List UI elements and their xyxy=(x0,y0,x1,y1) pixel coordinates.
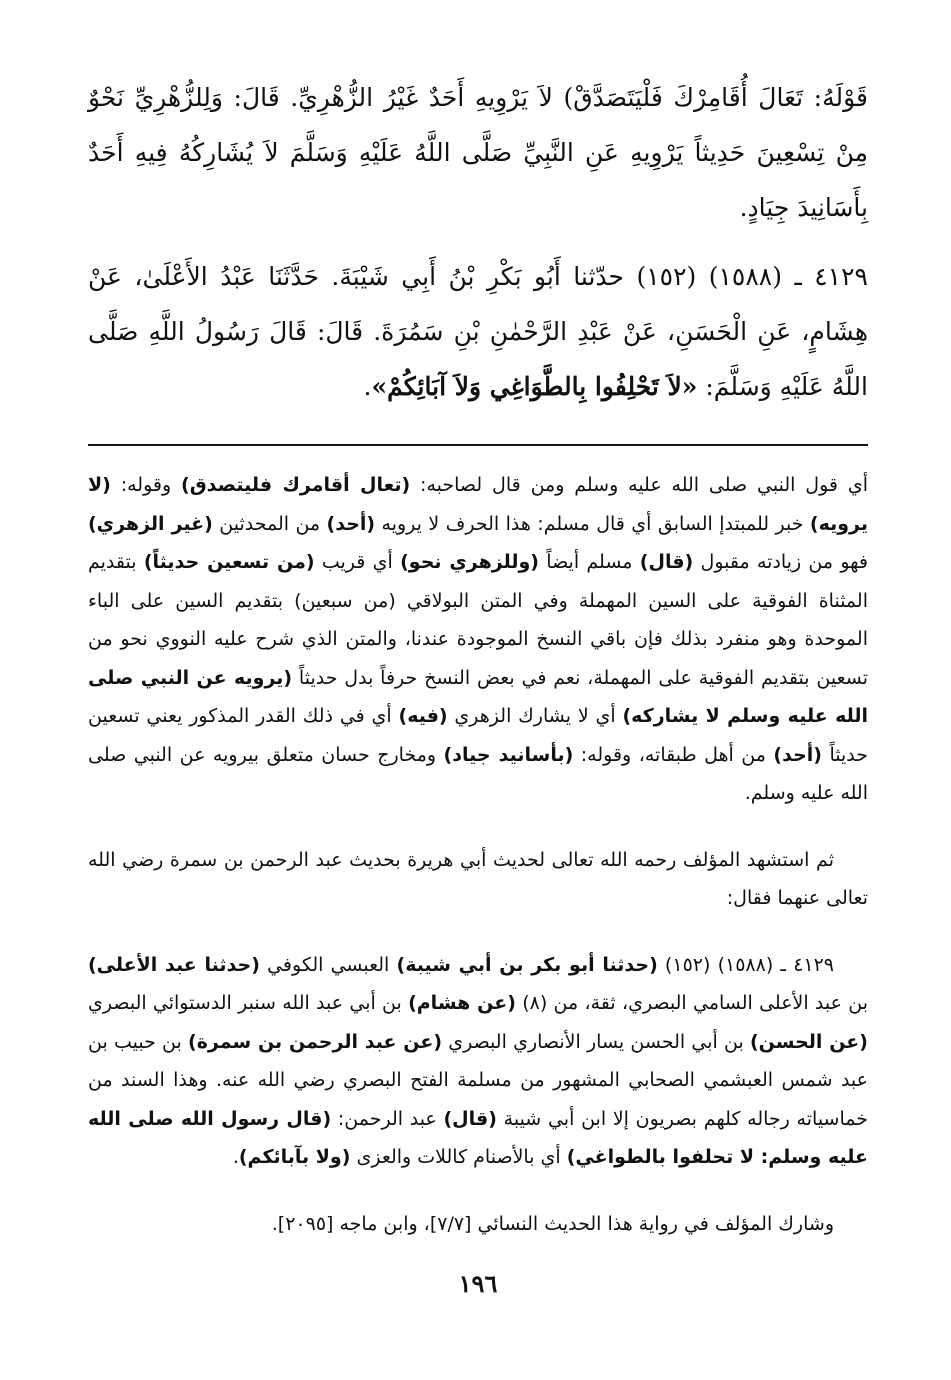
commentary-bold-text: (قال رسول الله صلى الله عليه وسلم: لا تحلفوا بالطواغي) xyxy=(88,1107,868,1168)
commentary-text: ٤١٢٩ ـ (١٥٨٨) (١٥٢) xyxy=(657,953,835,976)
commentary-paragraph-2 xyxy=(88,841,868,918)
commentary-text: أي قول النبي صلى الله عليه وسلم ومن قال لصاحبه: xyxy=(410,474,868,496)
commentary-text: أي بالأصنام كاللات والعزى xyxy=(350,1146,567,1168)
commentary-text: بن عبد الأعلى السامي البصري، ثقة، من (٨) xyxy=(515,992,868,1014)
page-number: ١٩٦ xyxy=(458,1269,498,1298)
commentary-bold-text: (تعال أقامرك فليتصدق) xyxy=(181,474,411,496)
commentary-bold-text: (حدثنا أبو بكر بن أبي شيبة) xyxy=(396,953,658,976)
commentary-text: بن حبيب بن عبد شمس العبشمي الصحابي المشهور من مسلمة الفتح البصري رضي الله عنه. وهذا السند من خماسياته رجاله كلهم بصريون إلا ابن أبي شيبة xyxy=(88,1030,868,1130)
commentary-text: أي في ذلك القدر المذكور يعني تسعين حديثاً xyxy=(88,705,868,766)
commentary-text: عبد الرحمن: xyxy=(331,1107,444,1130)
commentary-text: ومخارج حسان متعلق بيرويه عن النبي صلى الله عليه وسلم. xyxy=(88,743,868,804)
commentary-bold-text: (فيه) xyxy=(398,705,448,727)
commentary-bold-text: (حدثنا عبد الأعلى) xyxy=(88,953,260,976)
commentary-bold-text: (قال) xyxy=(443,1107,497,1130)
main-text-span: قَوْلَهُ: تَعَالَ أُقَامِرْكَ فَلْيَتَصَدَّقْ) لاَ يَرْوِيهِ أَحَدٌ غَيْرُ الزُّهْرِيِّ. قَالَ: وَلِلزُّهْرِيِّ نَحْوٌ مِنْ تِسْعِينَ حَدِيثاً يَرْوِيهِ عَنِ النَّبِيِّ صَلَّى اللَّهُ عَلَيْهِ وَسَلَّمَ لاَ يُشَارِكُهُ فِيهِ أَحَدٌ بِأَسَانِيدَ جِيَادٍ. xyxy=(88,83,868,222)
commentary-bold-text: (أحد) xyxy=(326,512,376,535)
commentary-bold-text: (يرويه عن النبي صلى الله عليه وسلم لا يشاركه) xyxy=(88,666,869,727)
commentary-text: العبسي الكوفي xyxy=(259,953,397,976)
commentary-text: وشارك المؤلف في رواية هذا الحديث النسائي [٧/٧]، وابن ماجه [٢٠٩٥]. xyxy=(271,1212,834,1235)
commentary-bold-text: (ولا بآبائكم) xyxy=(238,1146,351,1168)
commentary-text: من أهل طبقاته، وقوله: xyxy=(573,743,774,766)
commentary-text: فهو من زيادته مقبول xyxy=(693,551,869,573)
hadith-quote-text: «لاَ تَحْلِفُوا بِالطَّوَاغِي وَلاَ آبَائِكُمْ» xyxy=(371,372,698,401)
commentary-bold-text: (أحد) xyxy=(773,743,822,766)
commentary-bold-text: (قال) xyxy=(639,551,694,573)
commentary-text: بتقديم المثناة الفوقية على السين المهملة وفي المتن البولاقي (من سبعين) بتقديم السين على الباء الموحدة وهو منفرد بذلك فإن باقي النسخ الموجودة عندنا، والمتن الذي شرح عليه النووي نحو من تسعين بتقديم الفوقية على المهملة، نعم في بعض النسخ حرفاً بدل حديثاً xyxy=(88,551,868,689)
commentary-text: مسلم أيضاً xyxy=(539,551,640,573)
commentary-bold-text: (غير الزهري) xyxy=(88,512,213,535)
commentary-bold-text: (عن هشام) xyxy=(408,992,516,1014)
commentary-bold-text: (من تسعين حديثاً) xyxy=(143,551,315,573)
footnote-divider xyxy=(88,444,868,446)
commentary-paragraph-1 xyxy=(88,466,868,813)
hadith-end-mark: . xyxy=(363,372,372,401)
commentary-bold-text: (بأسانيد جياد) xyxy=(443,743,574,766)
commentary-text: بن أبي عبد الله سنبر الدستوائي البصري xyxy=(88,992,409,1014)
commentary-bold-text: (عن عبد الرحمن بن سمرة) xyxy=(188,1030,443,1053)
commentary-text: بن أبي الحسن يسار الأنصاري البصري xyxy=(442,1030,750,1053)
hadith-paragraph xyxy=(88,249,868,414)
commentary-text: أي قريب xyxy=(314,551,401,573)
book-page xyxy=(88,70,868,1298)
commentary-paragraph-4 xyxy=(88,1205,868,1244)
commentary-text: وقوله: xyxy=(110,474,182,496)
commentary-bold-text: (عن الحسن) xyxy=(749,1030,868,1053)
commentary-text: من المحدثين xyxy=(212,512,327,535)
commentary-text: ثم استشهد المؤلف رحمه الله تعالى لحديث أبي هريرة بحديث عبد الرحمن بن سمرة رضي الله تعالى عنهما فقال: xyxy=(88,848,868,909)
commentary-bold-text: (وللزهري نحو) xyxy=(400,551,539,573)
commentary-text: . xyxy=(232,1146,239,1168)
hadith-chain-text: ٤١٢٩ ـ (١٥٨٨) (١٥٢) حدّثنا أَبُو بَكْرِ بْنُ أَبِي شَيْبَةَ. حَدَّثَنَا عَبْدُ الأَعْلَىٰ، عَنْ هِشَامٍ، عَنِ الْحَسَنِ، عَنْ عَبْدِ الرَّحْمٰنِ بْنِ سَمُرَةَ. قَالَ: قَالَ رَسُولُ اللَّهِ صَلَّى اللَّهُ عَلَيْهِ وَسَلَّمَ: xyxy=(88,262,868,401)
commentary-text: خبر للمبتدإ السابق أي قال مسلم: هذا الحرف لا يرويه xyxy=(375,512,810,535)
commentary-text: أي لا يشارك الزهري xyxy=(447,705,623,727)
main-text-paragraph-1 xyxy=(88,70,868,235)
commentary-paragraph-3 xyxy=(88,946,868,1177)
commentary-bold-text: (لا يرويه) xyxy=(88,474,868,535)
